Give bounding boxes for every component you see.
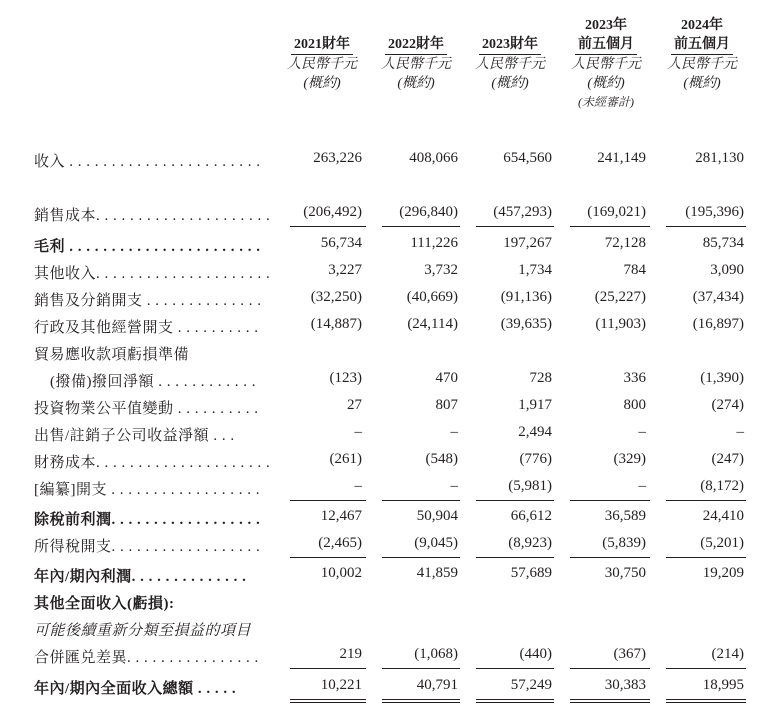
column-approx: (概約) [397, 76, 435, 91]
cell-value: 197,267 [503, 235, 552, 251]
row-label: 除稅前利潤. . . . . . . . . . . . . . . . . . [34, 512, 261, 528]
total-double-rule [476, 702, 554, 703]
cell-value: 27 [347, 397, 362, 413]
cell-value: 784 [623, 262, 646, 278]
row-selling-expenses [0, 289, 771, 311]
row-admin-expenses [0, 316, 771, 338]
cell-value: (274) [711, 397, 744, 413]
cell-value: 85,734 [702, 235, 744, 251]
cell-value: – [638, 424, 646, 440]
total-double-rule [476, 699, 554, 700]
row-label: [編纂]開支 . . . . . . . . . . . . . . . . . . [34, 482, 260, 498]
row-finance-costs [0, 451, 771, 473]
cell-value: (5,201) [700, 535, 744, 551]
column-currency: 人民幣千元 [381, 57, 451, 72]
cell-value: (16,897) [692, 316, 744, 332]
subtotal-rule [476, 557, 554, 558]
column-header-2021 [272, 35, 372, 93]
cell-value: 66,612 [510, 508, 552, 524]
subtotal-rule [290, 500, 366, 501]
row-investment-property [0, 397, 771, 419]
cell-value: – [736, 424, 744, 440]
cell-value: 57,689 [510, 565, 552, 581]
row-label: 收入 . . . . . . . . . . . . . . . . . . . . . . . [34, 154, 261, 170]
cell-value: (123) [329, 370, 362, 386]
cell-value: (548) [425, 451, 458, 467]
column-period: 2023財年 [479, 35, 541, 55]
cell-value: – [638, 478, 646, 494]
subtotal-rule [570, 668, 650, 669]
row-disposal-gain [0, 424, 771, 446]
cell-value: 57,249 [510, 677, 552, 693]
row-label: 合併匯兑差異. . . . . . . . . . . . . . . . [34, 650, 259, 666]
cell-value: 470 [435, 370, 458, 386]
row-label: 年內/期內全面收入總額 . . . . . [34, 681, 237, 697]
row-reclassify-heading [0, 619, 771, 641]
subtotal-rule [290, 557, 366, 558]
cell-value: (37,434) [692, 289, 744, 305]
cell-value: 2,494 [518, 424, 552, 440]
cell-value: 1,734 [518, 262, 552, 278]
total-double-rule [666, 702, 746, 703]
cell-value: 10,002 [320, 565, 362, 581]
cell-value: 408,066 [409, 150, 458, 166]
cell-value: 1,917 [518, 397, 552, 413]
subtotal-rule [382, 500, 460, 501]
cell-value: 800 [623, 397, 646, 413]
row-redacted-expenses [0, 478, 771, 500]
column-header-2023 [460, 35, 560, 93]
subtotal-rule [382, 557, 460, 558]
cell-value: (296,840) [399, 204, 458, 220]
row-label: 投資物業公平值變動 . . . . . . . . . . [34, 401, 259, 417]
row-exchange-differences [0, 646, 771, 668]
total-double-rule [382, 699, 460, 700]
total-double-rule [290, 702, 366, 703]
subtotal-rule [290, 668, 366, 669]
cell-value: 336 [623, 370, 646, 386]
cell-value: – [354, 478, 362, 494]
cell-value: (247) [711, 451, 744, 467]
cell-value: 36,589 [604, 508, 646, 524]
cell-value: (440) [519, 646, 552, 662]
cell-value: 30,383 [604, 677, 646, 693]
row-impairment-net [0, 370, 771, 392]
column-currency: 人民幣千元 [667, 57, 737, 72]
cell-value: (39,635) [500, 316, 552, 332]
row-label: 銷售成本. . . . . . . . . . . . . . . . . . . . . [34, 208, 271, 224]
total-double-rule [382, 702, 460, 703]
cell-value: 41,859 [416, 565, 458, 581]
subtotal-rule [570, 226, 650, 227]
cell-value: 72,128 [604, 235, 646, 251]
subtotal-rule [290, 226, 366, 227]
cell-value: (329) [613, 451, 646, 467]
cell-value: 18,995 [702, 677, 744, 693]
subtotal-rule [666, 226, 746, 227]
cell-value: (91,136) [500, 289, 552, 305]
row-label: 財務成本. . . . . . . . . . . . . . . . . . . . . [34, 455, 271, 471]
row-label: 其他收入. . . . . . . . . . . . . . . . . . . . . [34, 266, 271, 282]
total-double-rule [666, 699, 746, 700]
cell-value: (1,068) [414, 646, 458, 662]
subtotal-rule [666, 500, 746, 501]
cell-value: (206,492) [303, 204, 362, 220]
cell-value: 30,750 [604, 565, 646, 581]
column-period: 前五個月 [575, 35, 637, 55]
column-period: 2021財年 [291, 35, 353, 55]
column-period: 2022財年 [385, 35, 447, 55]
cell-value: (1,390) [700, 370, 744, 386]
cell-value: 219 [339, 646, 362, 662]
column-currency: 人民幣千元 [475, 57, 545, 72]
cell-value: (8,172) [700, 478, 744, 494]
total-double-rule [570, 699, 650, 700]
cell-value: (367) [613, 646, 646, 662]
subtotal-rule [382, 226, 460, 227]
row-label: 行政及其他經營開支 . . . . . . . . . . [34, 320, 259, 336]
row-label: 出售/註銷子公司收益淨額 . . . [34, 428, 235, 444]
total-double-rule [570, 702, 650, 703]
cell-value: 728 [529, 370, 552, 386]
cell-value: (169,021) [587, 204, 646, 220]
cell-value: (776) [519, 451, 552, 467]
cell-value: (214) [711, 646, 744, 662]
row-other-income [0, 262, 771, 284]
column-approx: (概約) [491, 76, 529, 91]
cell-value: (24,114) [407, 316, 458, 332]
cell-value: (5,981) [508, 478, 552, 494]
cell-value: (32,250) [310, 289, 362, 305]
column-note: (未經審計) [578, 95, 634, 109]
column-header-2024-5m [652, 16, 752, 93]
row-profit-before-tax [0, 508, 771, 530]
cell-value: 111,226 [410, 235, 458, 251]
cell-value: 3,732 [424, 262, 458, 278]
cell-value: 56,734 [320, 235, 362, 251]
cell-value: (14,887) [310, 316, 362, 332]
subtotal-rule [476, 226, 554, 227]
cell-value: (40,669) [406, 289, 458, 305]
row-impairment-heading [0, 343, 771, 365]
subtotal-rule [476, 668, 554, 669]
column-currency: 人民幣千元 [571, 57, 641, 72]
row-income-tax [0, 535, 771, 557]
cell-value: 281,130 [695, 150, 744, 166]
cell-value: (457,293) [493, 204, 552, 220]
row-cost-of-sales [0, 204, 771, 226]
cell-value: (25,227) [594, 289, 646, 305]
row-revenue [0, 150, 771, 172]
cell-value: (9,045) [414, 535, 458, 551]
cell-value: (8,923) [508, 535, 552, 551]
cell-value: 654,560 [503, 150, 552, 166]
row-gross-profit [0, 235, 771, 257]
cell-value: (195,396) [685, 204, 744, 220]
cell-value: 10,221 [320, 677, 362, 693]
column-approx: (概約) [303, 76, 341, 91]
column-year: 2024年 [681, 18, 723, 33]
cell-value: 40,791 [416, 677, 458, 693]
cell-value: (11,903) [595, 316, 646, 332]
cell-value: – [450, 478, 458, 494]
cell-value: 24,410 [702, 508, 744, 524]
cell-value: (5,839) [602, 535, 646, 551]
total-double-rule [290, 699, 366, 700]
subtotal-rule [476, 500, 554, 501]
cell-value: 12,467 [320, 508, 362, 524]
column-period: 前五個月 [671, 35, 733, 55]
cell-value: 19,209 [702, 565, 744, 581]
cell-value: 50,904 [416, 508, 458, 524]
column-header-2023-5m [556, 16, 656, 112]
cell-value: 263,226 [313, 150, 362, 166]
cell-value: 807 [435, 397, 458, 413]
row-label: 可能後續重新分類至損益的項目 [34, 623, 252, 639]
column-header-2022 [366, 35, 466, 93]
row-label: 銷售及分銷開支 . . . . . . . . . . . . . . [34, 293, 262, 309]
row-label: (撥備)撥回淨額 . . . . . . . . . . . . [50, 374, 256, 390]
row-total-comprehensive-income [0, 677, 771, 699]
subtotal-rule [570, 500, 650, 501]
row-label: 年內/期內利潤. . . . . . . . . . . . . . [34, 569, 247, 585]
cell-value: (261) [329, 451, 362, 467]
subtotal-rule [382, 668, 460, 669]
cell-value: – [354, 424, 362, 440]
cell-value: 3,227 [328, 262, 362, 278]
cell-value: (2,465) [318, 535, 362, 551]
cell-value: 3,090 [710, 262, 744, 278]
column-approx: (概約) [587, 76, 625, 91]
subtotal-rule [570, 557, 650, 558]
row-label: 毛利 . . . . . . . . . . . . . . . . . . . . . . . [34, 239, 261, 255]
subtotal-rule [666, 557, 746, 558]
row-profit-for-period [0, 565, 771, 587]
column-year: 2023年 [585, 18, 627, 33]
column-approx: (概約) [683, 76, 721, 91]
row-oci-heading [0, 592, 771, 614]
row-label: 其他全面收入(虧損): [34, 596, 175, 612]
column-currency: 人民幣千元 [287, 57, 357, 72]
cell-value: 241,149 [597, 150, 646, 166]
cell-value: – [450, 424, 458, 440]
subtotal-rule [666, 668, 746, 669]
row-label: 貿易應收款項虧損準備 [34, 347, 190, 363]
row-label: 所得稅開支. . . . . . . . . . . . . . . . . . [34, 539, 261, 555]
